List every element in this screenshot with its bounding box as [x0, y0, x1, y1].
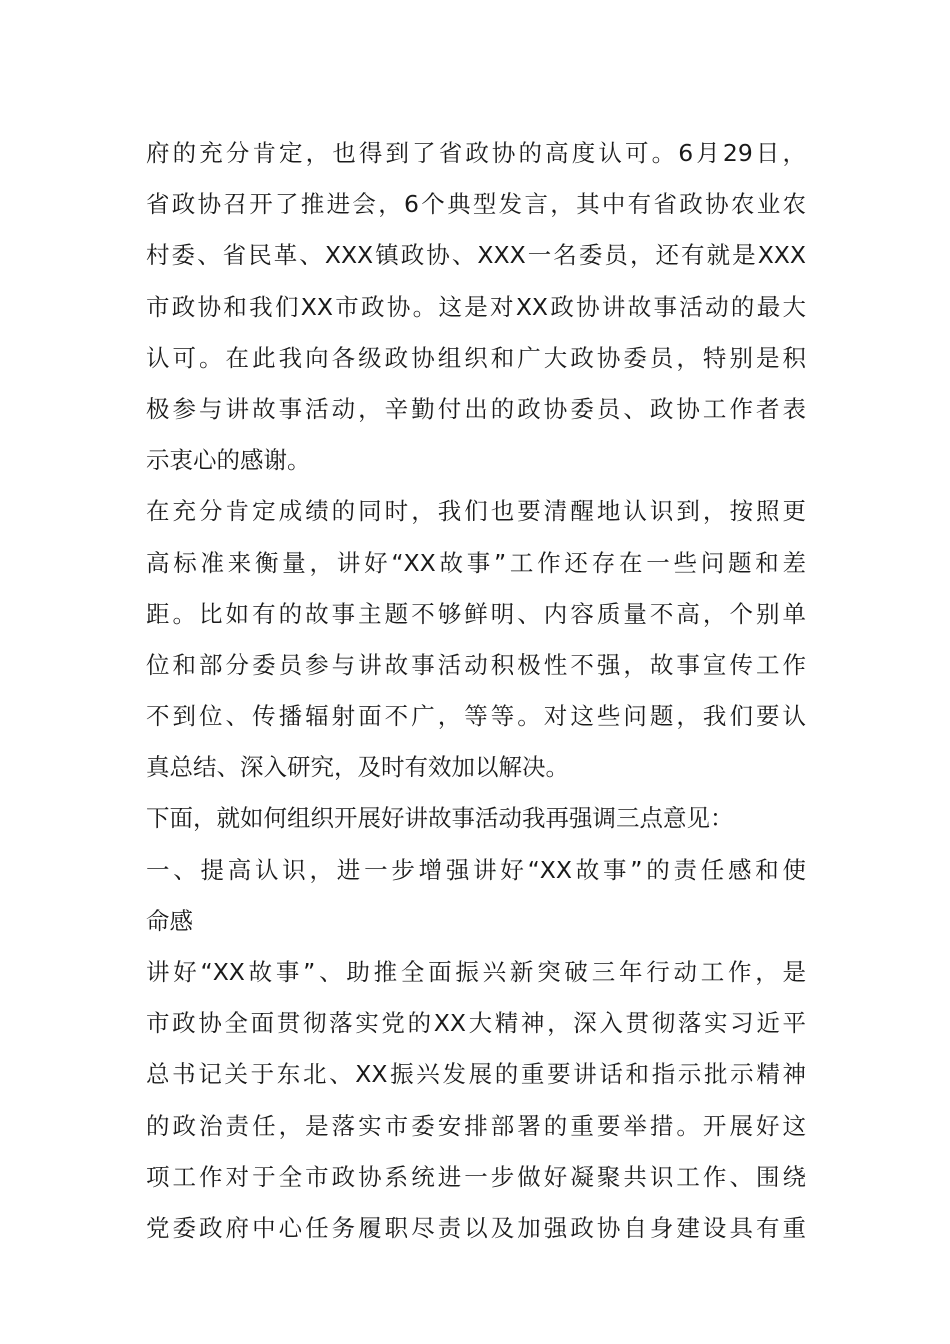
text-line: 真总结、深入研究，及时有效加以解决。 — [146, 753, 569, 782]
text-line: 在充分肯定成绩的同时，我们也要清醒地认识到，按照更 — [146, 497, 806, 526]
paragraph-4 — [146, 947, 806, 1254]
text-line: 党委政府中心任务履职尽责以及加强政协自身建设具有重 — [146, 1213, 806, 1242]
text-line: 高标准来衡量，讲好“XX故事”工作还存在一些问题和差 — [146, 548, 806, 577]
text-line: 不到位、传播辐射面不广，等等。对这些问题，我们要认 — [146, 702, 806, 731]
text-line: 的政治责任，是落实市委安排部署的重要举措。开展好这 — [146, 1111, 806, 1140]
text-line: 市政协和我们XX市政协。这是对XX政协讲故事活动的最大 — [146, 292, 806, 321]
text-line: 命感 — [146, 906, 193, 935]
text-line: 极参与讲故事活动，辛勤付出的政协委员、政协工作者表 — [146, 394, 806, 423]
text-line: 省政协召开了推进会，6个典型发言，其中有省政协农业农 — [146, 190, 806, 219]
paragraph-3 — [146, 793, 806, 844]
text-line: 总书记关于东北、XX振兴发展的重要讲话和指示批示精神 — [146, 1060, 806, 1089]
section-heading-1 — [146, 845, 806, 947]
text-line: 村委、省民革、XXX镇政协、XXX一名委员，还有就是XXX — [146, 241, 806, 270]
text-line: 距。比如有的故事主题不够鲜明、内容质量不高，个别单 — [146, 599, 806, 628]
paragraph-2 — [146, 486, 806, 793]
text-line: 下面，就如何组织开展好讲故事活动我再强调三点意见： — [146, 804, 734, 833]
text-line: 示衷心的感谢。 — [146, 446, 311, 475]
text-line: 市政协全面贯彻落实党的XX大精神，深入贯彻落实习近平 — [146, 1009, 806, 1038]
paragraph-1 — [146, 128, 806, 486]
text-line: 位和部分委员参与讲故事活动积极性不强，故事宣传工作 — [146, 650, 806, 679]
text-line: 一、提高认识，进一步增强讲好“XX故事”的责任感和使 — [146, 855, 806, 884]
document-body — [146, 128, 806, 1254]
text-line: 项工作对于全市政协系统进一步做好凝聚共识工作、围绕 — [146, 1162, 806, 1191]
text-line: 认可。在此我向各级政协组织和广大政协委员，特别是积 — [146, 343, 806, 372]
text-line: 讲好“XX故事”、助推全面振兴新突破三年行动工作，是 — [146, 958, 806, 986]
text-line: 府的充分肯定，也得到了省政协的高度认可。6月29日， — [146, 139, 806, 167]
